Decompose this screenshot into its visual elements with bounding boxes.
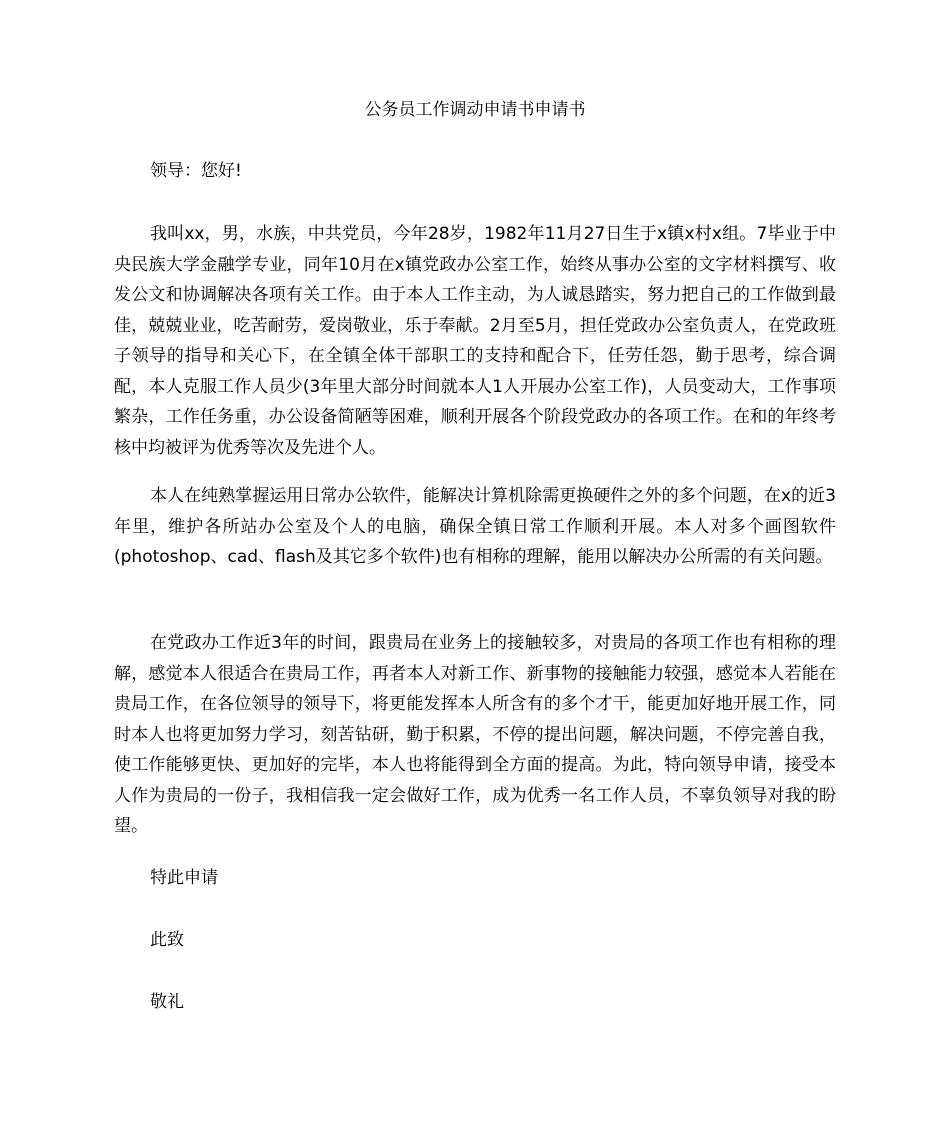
closing-to: 此致 [150,930,184,950]
closing-request: 特此申请 [150,868,218,888]
closing-regards: 敬礼 [150,992,184,1012]
salutation: 领导：您好! [150,161,242,181]
paragraph-skills: 本人在纯熟掌握运用日常办公软件，能解决计算机除需更换硬件之外的多个问题，在x的近3年里，维护各所站办公室及个人的电脑，确保全镇日常工作顺利开展。本人对多个画图软件(photoshop、cad、flash及其它多个软件)也有相称的理解，能用以解决办公所需的有关问题。 [114,486,836,567]
document-title: 公务员工作调动申请书申请书 [364,100,586,120]
paragraph-motivation: 在党政办工作近3年的时间，跟贵局在业务上的接触较多，对贵局的各项工作也有相称的理解，感觉本人很适合在贵局工作，再者本人对新工作、新事物的接触能力较强，感觉本人若能在贵局工作，在各位领导的领导下，将更能发挥本人所含有的多个才干，能更加好地开展工作，同时本人也将更加努力学习，刻苦钻研，勤于积累，不停的提出问题，解决问题，不停完善自我，使工作能够更快、更加好的完毕，本人也将能得到全方面的提高。为此，特向领导申请，接受本人作为贵局的一份子，我相信我一定会做好工作，成为优秀一名工作人员，不辜负领导对我的盼望。 [114,633,836,836]
paragraph-background: 我叫xx，男，水族，中共党员，今年28岁，1982年11月27日生于x镇x村x组。7毕业于中央民族大学金融学专业，同年10月在x镇党政办公室工作，始终从事办公室的文字材料撰写、收发公文和协调解决各项有关工作。由于本人工作主动，为人诚恳踏实，努力把自己的工作做到最佳，兢兢业业，吃苦耐劳，爱岗敬业，乐于奉献。2月至5月，担任党政办公室负责人，在党政班子领导的指导和关心下，在全镇全体干部职工的支持和配合下，任劳任怨，勤于思考，综合调配，本人克服工作人员少(3年里大部分时间就本人1人开展办公室工作)，人员变动大，工作事项繁杂，工作任务重，办公设备简陋等困难，顺利开展各个阶段党政办的各项工作。在和的年终考核中均被评为优秀等次及先进个人。 [114,224,836,458]
